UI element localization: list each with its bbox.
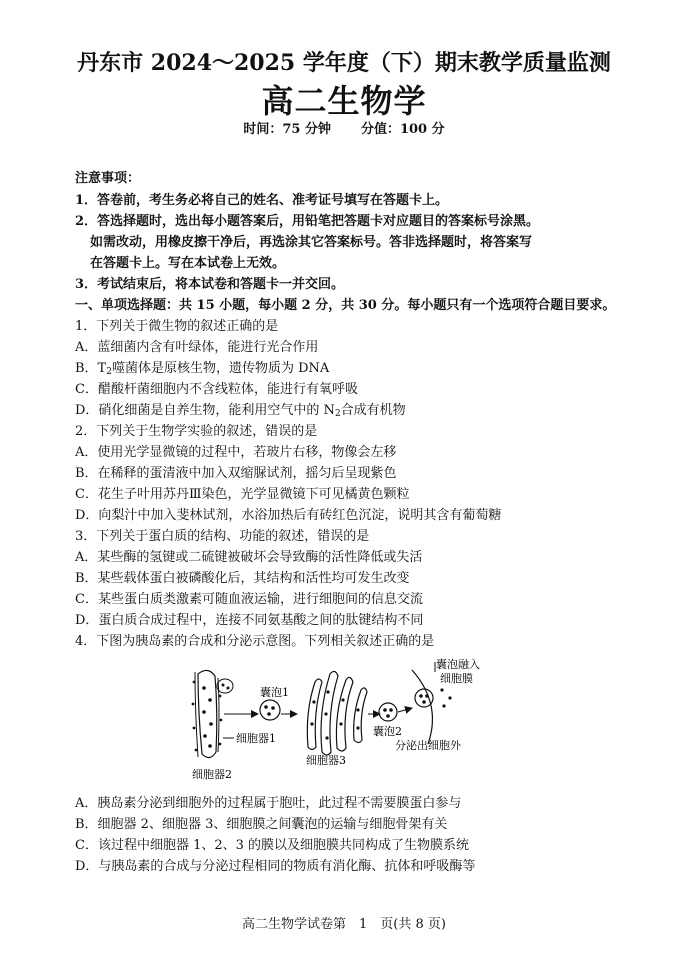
label-fuse-2: 细胞膜 [440, 672, 473, 685]
option-c: C．某些蛋白质类激素可随血液运输，进行细胞间的信息交流 [75, 592, 423, 607]
er-bulb [217, 679, 233, 693]
label-organelle-2: 细胞器2 [192, 768, 232, 781]
exam-info [0, 123, 688, 136]
subject-title: 高二生物学 [261, 82, 427, 120]
label-fuse-1: 囊泡融入 [436, 658, 480, 671]
notice-heading: 注意事项： [75, 171, 141, 186]
label-vesicle-1: 囊泡1 [260, 686, 289, 699]
vesicle-2 [379, 703, 397, 721]
option-d: D．向梨汁中加入斐林试剂，水浴加热后有砖红色沉淀，说明其含有葡萄糖 [75, 508, 502, 523]
question-stem: 2．下列关于生物学实验的叙述，错误的是 [75, 424, 318, 439]
notice-item: 1．答卷前，考生务必将自己的姓名、准考证号填写在答题卡上。 [75, 193, 449, 208]
question-stem: 3．下列关于蛋白质的结构、功能的叙述，错误的是 [75, 529, 370, 544]
option-c: C．醋酸杆菌细胞内不含线粒体，能进行有氧呼吸 [75, 382, 358, 397]
insulin-secretion-figure [180, 652, 510, 782]
label-vesicle-2: 囊泡2 [373, 725, 402, 738]
page-footer: 高二生物学试卷第 1 页(共 8 页) [242, 917, 446, 932]
notice-item: 3．考试结束后，将本试卷和答题卡一并交回。 [75, 277, 345, 292]
notice-item: 如需改动，用橡皮擦干净后，再选涂其它答案标号。答非选择题时，将答案写 [90, 235, 533, 250]
exam-title: 丹东市 2024～2025 学年度（下）期末教学质量监测 [77, 50, 611, 76]
option-d: D．蛋白质合成过程中，连接不同氨基酸之间的肽键结构不同 [75, 613, 424, 628]
option-a: A．某些酶的氢键或二硫键被破坏会导致酶的活性降低或失活 [75, 550, 423, 565]
option-a: A．使用光学显微镜的过程中，若玻片右移，物像会左移 [75, 445, 397, 460]
option-c: C．花生子叶用苏丹Ⅲ染色，光学显微镜下可见橘黄色颗粒 [75, 487, 410, 502]
label-organelle-3: 细胞器3 [306, 754, 346, 767]
option-a: A．蓝细菌内含有叶绿体，能进行光合作用 [75, 340, 319, 355]
exam-time: 时间：75 分钟 [243, 122, 331, 137]
organelle-3-golgi-shape [307, 671, 367, 755]
section-heading: 一、单项选择题：共 15 小题，每小题 2 分，共 30 分。每小题只有一个选项符合题目要求。 [75, 298, 616, 313]
option-d: D．硝化细菌是自养生物，能利用空气中的 $N_2$合成有机物 [75, 403, 406, 419]
option-a: A．胰岛素分泌到细胞外的过程属于胞吐，此过程不需要膜蛋白参与 [75, 796, 462, 811]
option-b: B．细胞器 2、细胞器 3、细胞膜之间囊泡的运输与细胞骨架有关 [75, 817, 448, 832]
arrow [398, 708, 412, 712]
label-secrete: 分泌出细胞外 [395, 739, 461, 752]
option-b: B．在稀释的蛋清液中加入双缩脲试剂，摇匀后呈现紫色 [75, 466, 397, 481]
notice-item: 2．答选择题时，选出每小题答案后，用铅笔把答题卡对应题目的答案标号涂黑。 [75, 214, 540, 229]
option-b: B．$T_2$噬菌体是原核生物，遗传物质为 DNA [75, 361, 330, 377]
option-c: C．该过程中细胞器 1、2、3 的膜以及细胞膜共同构成了生物膜系统 [75, 838, 470, 853]
vesicle-1 [260, 700, 280, 720]
option-d: D．与胰岛素的合成与分泌过程相同的物质有消化酶、抗体和呼吸酶等 [75, 859, 476, 874]
question-stem: 1．下列关于微生物的叙述正确的是 [75, 319, 279, 334]
notice-item: 在答题卡上。写在本试卷上无效。 [90, 256, 286, 271]
question-stem: 4．下图为胰岛素的合成和分泌示意图。下列相关叙述正确的是 [75, 634, 435, 649]
label-organelle-1: 细胞器1 [236, 732, 276, 745]
option-b: B．某些载体蛋白被磷酸化后，其结构和活性均可发生改变 [75, 571, 410, 586]
exam-score: 分值：100 分 [360, 122, 445, 137]
